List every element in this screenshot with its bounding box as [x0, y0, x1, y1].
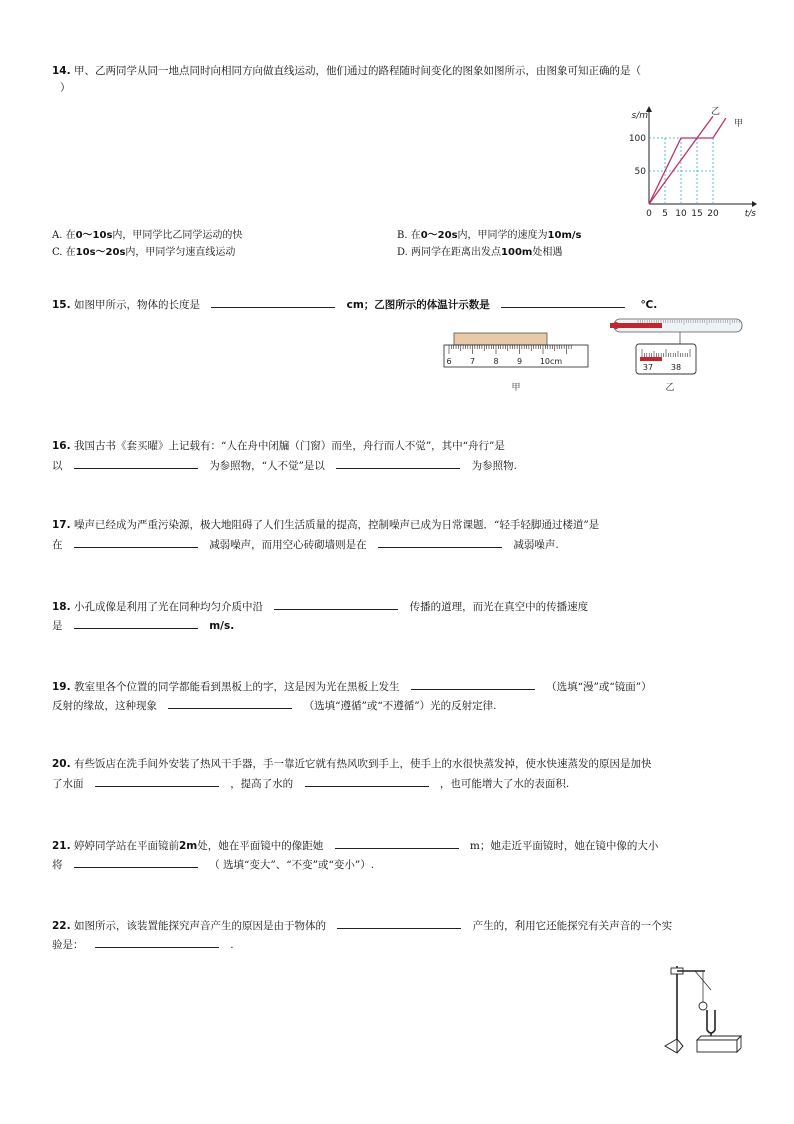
- x-tick-label: 15: [691, 209, 703, 219]
- answer-blank[interactable]: [74, 617, 198, 629]
- question-20: 20. 有些饭店在洗手间外安装了热风干手器，手一靠近它就有热风吹到手上，使手上的水很快蒸发掉，使水快速蒸发的原因是加快: [52, 758, 652, 770]
- st-graph: [618, 104, 758, 222]
- question-21-line2: 将 （ 选填“变大”、“不变”或“变小”）.: [52, 856, 374, 874]
- question-18-line2: 是 m/s.: [52, 617, 234, 635]
- ruler-tick-label: 9: [516, 357, 523, 366]
- series-label-jia: 甲: [734, 119, 744, 129]
- resonance-box: [697, 1036, 741, 1040]
- x-tick-label: 0: [646, 209, 652, 219]
- x-tick-label: 5: [662, 209, 668, 219]
- ruler-caption: 甲: [511, 383, 521, 392]
- answer-blank[interactable]: [211, 296, 335, 308]
- x-axis-label: t/s: [744, 209, 756, 219]
- answer-blank[interactable]: [501, 296, 625, 308]
- ping-pong-ball: [699, 1002, 707, 1010]
- answer-blank[interactable]: [335, 837, 459, 849]
- y-axis-label: s/m: [631, 111, 648, 121]
- ruler-tick-label: 6: [446, 357, 452, 366]
- series-line-jia: [649, 118, 726, 204]
- answer-blank[interactable]: [95, 936, 219, 948]
- ruler-figure: [440, 330, 592, 392]
- stand-base: [665, 1039, 683, 1053]
- answer-blank[interactable]: [305, 775, 429, 787]
- option-d[interactable]: D. 两同学在距离出发点100m处相遇: [397, 247, 563, 258]
- question-17: 17. 噪声已经成为严重污染源，极大地阻碍了人们生活质量的提高，控制噪声已成为日常课题．“轻手轻脚通过楼道”是: [52, 519, 600, 531]
- question-14-stem-end: ）: [60, 82, 71, 94]
- question-14: [52, 63, 641, 80]
- answer-blank[interactable]: [74, 536, 198, 548]
- series-label-yi: 乙: [711, 107, 721, 117]
- thermometer-tick-label: 37: [642, 363, 654, 372]
- question-16: 16. 我国古书《套买曜》上记载有：“人在舟中闭牖（门窗）而坐，舟行而人不觉”，其中“舟行”是: [52, 440, 505, 452]
- y-tick-label: 100: [628, 134, 646, 144]
- thermometer-tick-label: 38: [670, 363, 682, 372]
- question-number: 14.: [52, 65, 71, 77]
- answer-blank[interactable]: [337, 917, 461, 929]
- answer-blank[interactable]: [411, 678, 535, 690]
- question-21: 21. 婷婷同学站在平面镜前2m处，她在平面镜中的像距她 m；她走近平面镜时，她在镜中像的大小: [52, 837, 658, 855]
- question-22-line2: 验是： .: [52, 936, 234, 954]
- measured-object: [454, 333, 547, 345]
- question-19-line2: 反射的缘故，这种现象 （选填“遵循”或“不遵循”）光的反射定律.: [52, 697, 497, 715]
- answer-blank[interactable]: [95, 775, 219, 787]
- answer-blank[interactable]: [74, 856, 198, 868]
- question-20-line2: 了水面 ，提高了水的 ，也可能增大了水的表面积.: [52, 775, 569, 793]
- question-22: 22. 如图所示，该装置能探究声音产生的原因是由于物体的 产生的，利用它还能探究有关声音的一个实: [52, 917, 672, 935]
- answer-blank[interactable]: [74, 457, 198, 469]
- answer-blank[interactable]: [378, 536, 502, 548]
- answer-blank[interactable]: [336, 457, 460, 469]
- ruler-tick-label: 8: [493, 357, 499, 366]
- question-stem: 甲、乙两同学从同一地点同时向相同方向做直线运动，他们通过的路程随时间变化的图象如图所示，由图象可知正确的是（: [73, 65, 641, 77]
- ruler-tick-label: 7: [469, 357, 476, 366]
- question-15: 15. 如图甲所示，物体的长度是 cm；乙图所示的体温计示数是 ℃.: [52, 296, 657, 314]
- answer-blank[interactable]: [274, 598, 398, 610]
- tuning-fork: [707, 1010, 715, 1033]
- y-tick-label: 50: [634, 167, 646, 177]
- question-19: 19. 教室里各个位置的同学都能看到黑板上的字，这是因为光在黑板上发生 （选填“漫”或“镜面”）: [52, 678, 652, 696]
- thermometer-caption: 乙: [665, 383, 675, 393]
- tuning-fork-apparatus: [655, 960, 745, 1058]
- question-17-line2: 在 减弱噪声，而用空心砖砌墙则是在 减弱噪声.: [52, 536, 559, 554]
- question-16-line2: 以 为参照物，“人不觉”是以 为参照物.: [52, 457, 517, 475]
- ruler-tick-label: 10cm: [539, 357, 563, 366]
- question-18: 18. 小孔成像是利用了光在同种均匀介质中沿 传播的道理，而光在真空中的传播速度: [52, 598, 588, 616]
- thermometer-figure: [608, 316, 748, 394]
- option-a[interactable]: A. 在0～10s内，甲同学比乙同学运动的快: [52, 230, 243, 241]
- option-b[interactable]: B. 在0～20s内，甲同学的速度为10m/s: [397, 230, 582, 241]
- answer-blank[interactable]: [168, 697, 292, 709]
- option-c[interactable]: C. 在10s～20s内，甲同学匀速直线运动: [52, 247, 236, 258]
- x-tick-label: 10: [675, 209, 687, 219]
- x-tick-label: 20: [707, 209, 719, 219]
